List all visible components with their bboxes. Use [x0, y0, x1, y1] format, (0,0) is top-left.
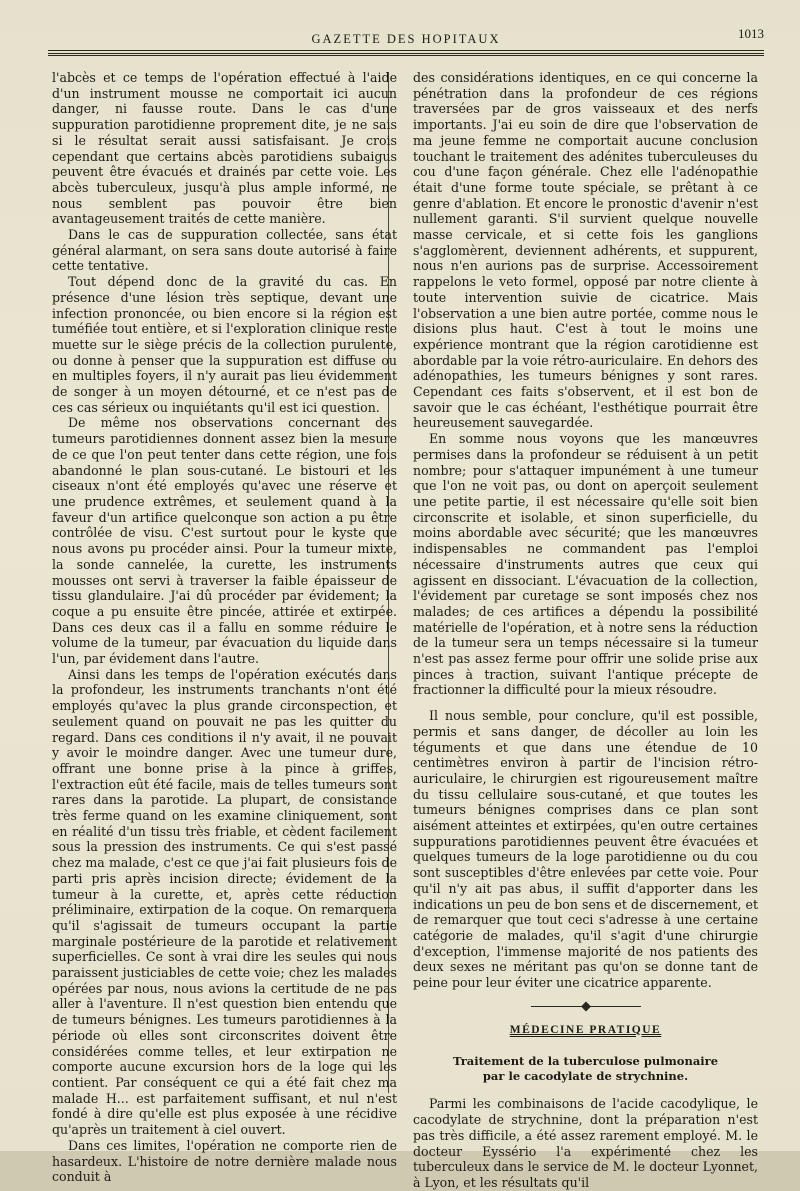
- paragraph: En somme nous voyons que les manœuvres permises dans la profondeur se réduisent à un petit nombre; pour s'attaquer impunément à une tumeur que l'on ne voit pas, ou dont on aperçoit seulement une petite partie, il est nécessaire qu'elle soit bien circonscrite et isolable, et sinon superficielle, du moins abordable avec sécurité; que les manœuvres indispensables ne commandent pas l'emploi nécessaire d'instruments autres que ceux qui agissent en dissociant. L'évacuation de la collection, l'évidement par curetage se sont imposés chez nos malades; de ces artifices a dépendu la possibilité matérielle de l'opération, et à notre sens la réduction de la tumeur sera un temps nécessaire si la tumeur n'est pas assez ferme pour offrir une solide prise aux pinces à traction, suivant l'antique précepte de fractionner la difficulté pour la mieux résoudre.: [413, 431, 758, 698]
- paragraph: Dans le cas de suppuration collectée, sans état général alarmant, on sera sans doute autorisé à faire cette tentative.: [52, 227, 397, 274]
- left-column: [52, 70, 397, 1185]
- paragraph: l'abcès et ce temps de l'opération effectué à l'aide d'un instrument mousse ne comportait ici aucun danger, ni fausse route. Dans le cas d'une suppuration parotidienne proprement dite, je ne sais si le résultat serait aussi satisfaisant. Je crois cependant que certains abcès parotidiens subaigus peuvent être évacués et drainés par cette voie. Les abcès tuberculeux, jusqu'à plus ample informé, ne nous semblent pas pouvoir être bien avantageusement traités de cette manière.: [52, 70, 397, 227]
- paragraph: Il nous semble, pour conclure, qu'il est possible, permis et sans danger, de décoller au loin les téguments et que dans une étendue de 10 centimètres environ à partir de l'incision rétro-auriculaire, le chirurgien est rigoureusement maître du tissu cellulaire sous-cutané, et que toutes les tumeurs bénignes comprises dans ce plan sont aisément atteintes et extirpées, qu'en outre certaines suppurations parotidiennes peuvent être évacuées et quelques tumeurs de la loge parotidienne ou du cou sont susceptibles d'être enlevées par cette voie. Pour qu'il n'y ait pas abus, il suffit d'apporter dans les indications un peu de bon sens et de discernement, et de remarquer que tout ceci s'adresse à une certaine catégorie de malades, qu'il s'agit d'une chirurgie d'exception, l'immense majorité de nos patients des deux sexes ne méritant pas qu'on se donne tant de peine pour leur éviter une cicatrice apparente.: [413, 708, 758, 991]
- article-title-line: par le cacodylate de strychnine.: [482, 1069, 689, 1084]
- paragraph: De même nos observations concernant des tumeurs parotidiennes donnent assez bien la mesure de ce que l'on peut tenter dans cette région, une fois abandonné le plan sous-cutané. Le bistouri et les ciseaux n'ont été employés qu'avec une réserve et une prudence extrêmes, et seulement quand à la faveur d'un artifice quelconque son action a pu être contrôlée de visu. C'est surtout pour le kyste que nous avons pu procéder ainsi. Pour la tumeur mixte, la sonde cannelée, la curette, les instruments mousses ont servi à traverser la faible épaisseur de tissu glandulaire. J'ai dû procéder par évidement; la coque a pu ensuite être pincée, attirée et extirpée. Dans ces deux cas il a fallu en somme réduire le volume de la tumeur, par évacuation du liquide dans l'un, par évidement dans l'autre.: [52, 415, 397, 667]
- right-column: [413, 70, 758, 1190]
- paragraph: Tout dépend donc de la gravité du cas. En présence d'une lésion très septique, devant une infection prononcée, ou bien encore si la région est tuméfiée tout entière, et si l'exploration clinique reste muette sur le siège précis de la collection purulente, ou donne à penser que la suppuration est diffuse ou en multiples foyers, il n'y aurait pas lieu évidemment de songer à un moyen détourné, et ce n'est pas de ces cas sérieux ou inquiétants qu'il est ici question.: [52, 274, 397, 415]
- header-rule: [48, 50, 764, 56]
- section-divider-ornament: [531, 1003, 641, 1011]
- section-title: MÉDECINE PRATIQUE: [509, 1023, 662, 1036]
- running-head: GAZETTE DES HOPITAUX: [311, 32, 501, 46]
- text-columns: [52, 70, 758, 1190]
- page-header: [48, 26, 764, 60]
- article-title: [425, 1054, 746, 1084]
- page-number: 1013: [738, 26, 764, 41]
- paragraph: Dans ces limites, l'opération ne comporte rien de hasardeux. L'histoire de notre dernière malade nous conduit à: [52, 1137, 397, 1185]
- paragraph: des considérations identiques, en ce qui concerne la pénétration dans la profondeur de ces régions traversées par de gros vaisseaux et des nerfs importants. J'ai eu soin de dire que l'observation de ma jeune femme ne comportait aucune conclusion touchant le traitement des adénites tuberculeuses du cou d'une façon générale. Chez elle l'adénopathie était d'une forme toute spéciale, se prêtant à ce genre d'ablation. Et encore le pronostic d'avenir n'est nullement garanti. S'il survient quelque nouvelle masse cervicale, et si cette fois les ganglions s'agglomèrent, deviennent adhérents, et suppurent, nous n'en aurions pas de surprise. Accessoirement rappelons le veto formel, opposé par notre cliente à toute intervention suivie de cicatrice. Mais l'observation a une bien autre portée, comme nous le disions plus haut. C'est à tout le moins une expérience montrant que la région carotidienne est abordable par la voie rétro-auriculaire. En dehors des adénopathies, les tumeurs bénignes y sont rares. Cependant ces faits s'observent, et il est bon de savoir que le cas échéant, l'esthétique pourrait être heureusement sauvegardée.: [413, 70, 758, 431]
- paragraph: Parmi les combinaisons de l'acide cacodylique, le cacodylate de strychnine, dont la préparation n'est pas très difficile, a été assez rarement employé. M. le docteur Eyssério l'a expérimenté chez les tuberculeux dans le service de M. le docteur Lyonnet, à Lyon, et les résultats qu'il: [413, 1096, 758, 1190]
- paragraph: Ainsi dans les temps de l'opération exécutés dans la profondeur, les instruments tranchants n'ont été employés qu'avec la plus grande circonspection, et seulement quand on pouvait ne pas les quitter du regard. Dans ces conditions il n'y avait, il ne pouvait y avoir le moindre danger. Avec une tumeur dure, offrant une bonne prise à la pince à griffes, l'extraction eût été facile, mais de telles tumeurs sont rares dans la parotide. La plupart, de consistance très ferme quand on les examine cliniquement, sont en réalité d'un tissu très friable, et cèdent facilement sous la pression des instruments. Ce qui s'est passé chez ma malade, c'est ce que j'ai fait plusieurs fois de parti pris après incision directe; évidement de la tumeur à la curette, et, après cette réduction préliminaire, extirpation de la coque. On remarquera qu'il s'agissait de tumeurs occupant la partie marginale postérieure de la parotide et relativement superficielles. Ce sont à vrai dire les seules qui nous paraissent justiciables de cette voie; chez les malades opérées par nous, nous avions la certitude de ne pas aller à l'aventure. Il n'est question bien entendu que de tumeurs bénignes. Les tumeurs parotidiennes à la période où elles sont circonscrites doivent être considérées comme telles, et leur extirpation ne comporte aucune excursion hors de la loge qui les contient. Par conséquent ce qui a été fait chez ma malade H... est parfaitement suffisant, et nul n'est fondé à dire qu'elle est plus exposée à une récidive qu'après un traitement à ciel ouvert.: [52, 666, 397, 1138]
- article-title-line: Traitement de la tuberculose pulmonaire: [452, 1054, 719, 1069]
